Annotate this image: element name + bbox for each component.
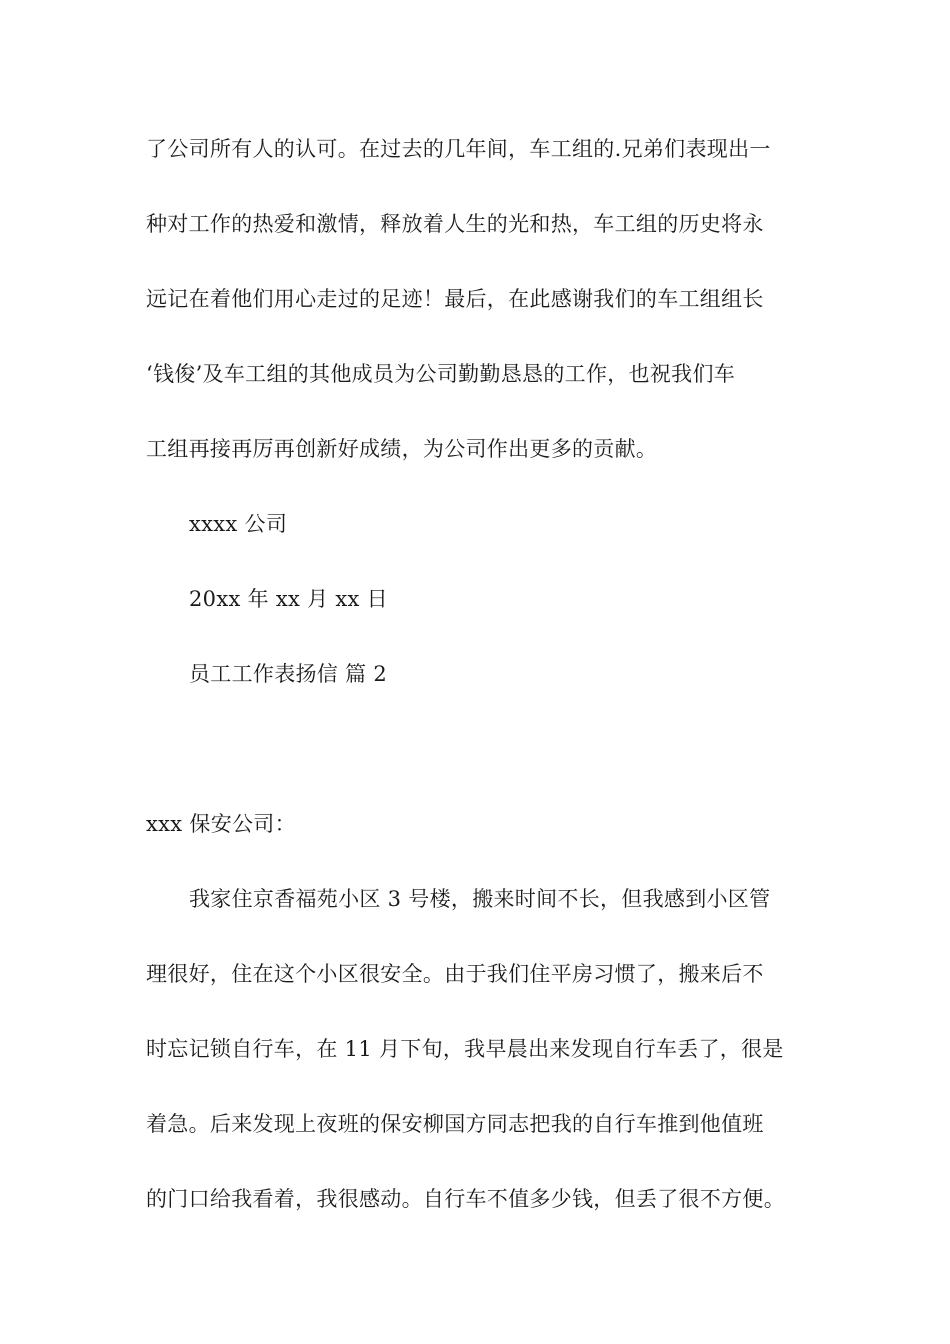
letter-line-2: 理很好，住在这个小区很安全。由于我们住平房习惯了，搬来后不 (146, 962, 764, 986)
signature-company: xxxx 公司 (189, 512, 288, 536)
body-line-5: 工组再接再厉再创新好成绩，为公司作出更多的贡献。 (146, 437, 658, 461)
letter-line-3: 时忘记锁自行车，在 11 月下旬，我早晨出来发现自行车丢了，很是 (146, 1037, 784, 1061)
salutation: xxx 保安公司： (146, 812, 296, 836)
body-line-3: 远记在着他们用心走过的足迹！最后，在此感谢我们的车工组组长 (146, 287, 764, 311)
letter-line-5: 的门口给我看着，我很感动。自行车不值多少钱，但丢了很不方便。 (146, 1187, 785, 1211)
body-line-4: ‘钱俊’及车工组的其他成员为公司勤勤恳恳的工作，也祝我们车 (146, 362, 736, 386)
body-line-1: 了公司所有人的认可。在过去的几年间，车工组的.兄弟们表现出一 (146, 137, 771, 161)
letter-line-4: 着急。后来发现上夜班的保安柳国方同志把我的自行车推到他值班 (146, 1112, 764, 1136)
signature-date: 20xx 年 xx 月 xx 日 (189, 587, 388, 611)
letter-line-1: 我家住京香福苑小区 3 号楼，搬来时间不长，但我感到小区管 (189, 887, 771, 911)
section-title: 员工工作表扬信 篇 2 (189, 662, 388, 686)
body-line-2: 种对工作的热爱和激情，释放着人生的光和热，车工组的历史将永 (146, 212, 764, 236)
